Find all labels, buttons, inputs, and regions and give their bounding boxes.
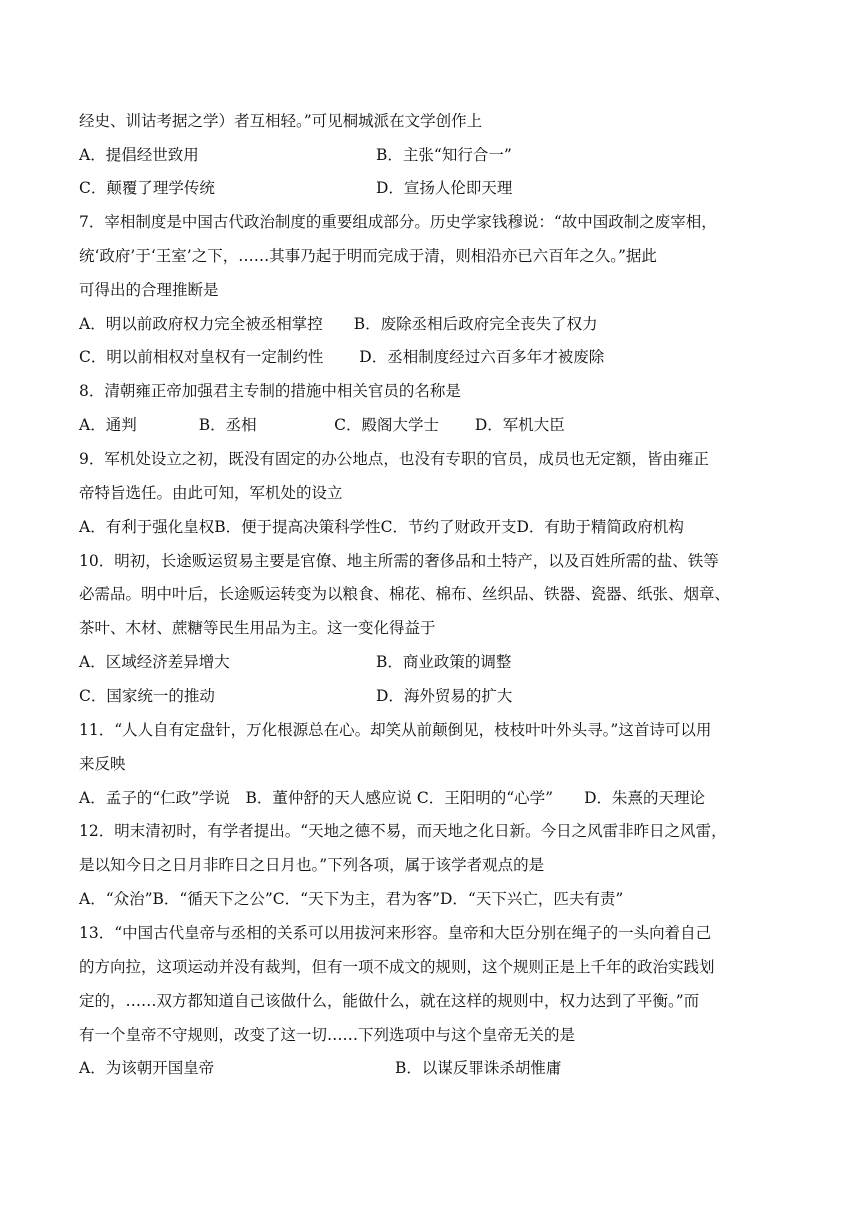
question-12: 12．明末清初时，有学者提出。“天地之德不易，而天地之化日新。今日之风雷非昨日之风雷，	[79, 822, 727, 840]
question-13: 13．“中国古代皇帝与丞相的关系可以用拔河来形容。皇帝和大臣分别在绳子的一头向着自己	[79, 924, 712, 942]
text-line: 经史、训诂考据之学）者互相轻。”可见桐城派在文学创作上	[79, 112, 483, 130]
text-line: 可得出的合理推断是	[79, 281, 219, 299]
option-row	[79, 652, 512, 672]
text-line: 定的，……双方都知道自己该做什么，能做什么，就在这样的规则中，权力达到了平衡。”而	[79, 992, 700, 1010]
option-row	[79, 686, 513, 706]
question-8: 8．清朝雍正帝加强君主专制的措施中相关官员的名称是	[79, 382, 461, 400]
text-line: 来反映	[79, 755, 126, 773]
text-line: 统‘政府’于‘王室’之下，……其事乃起于明而完成于清，则相沿亦已六百年之久。”据此	[79, 247, 657, 265]
option-right: B．主张“知行合一”	[376, 146, 512, 164]
option-right: B．商业政策的调整	[376, 653, 512, 671]
question-9: 9．军机处设立之初，既没有固定的办公地点，也没有专职的官员，成员也无定额，皆由雍正	[79, 450, 709, 468]
option-line: A．明以前政府权力完全被丞相掌控 B．废除丞相后政府完全丧失了权力	[79, 315, 598, 333]
option-left: C．颠覆了理学传统	[79, 179, 215, 197]
option-line: A．“众治”B．“循天下之公”C．“天下为主，君为客”D．“天下兴亡，匹夫有责”	[79, 890, 624, 908]
option-left: A．为该朝开国皇帝	[79, 1059, 215, 1077]
text-line: 必需品。明中叶后，长途贩运转变为以粮食、棉花、棉布、丝织品、铁器、瓷器、纸张、烟章、	[79, 585, 731, 603]
question-10: 10．明初，长途贩运贸易主要是官僚、地主所需的奢侈品和土特产，以及百姓所需的盐、铁等	[79, 552, 719, 570]
question-11: 11．“人人自有定盘针，万化根源总在心。却笑从前颠倒见，枝枝叶叶外头寻。”这首诗可以用	[79, 721, 712, 739]
option-line: A．通判 B．丞相 C．殿阁大学士 D．军机大臣	[79, 416, 565, 434]
text-line: 的方向拉，这项运动并没有裁判，但有一项不成文的规则，这个规则正是上千年的政治实践划	[79, 958, 715, 976]
option-right: D．宣扬人伦即天理	[376, 179, 513, 197]
question-7: 7．宰相制度是中国古代政治制度的重要组成部分。历史学家钱穆说：“故中国政制之废宰相，	[79, 213, 717, 231]
option-left: A．提倡经世致用	[79, 146, 199, 164]
text-line: 茶叶、木材、蔗糖等民生用品为主。这一变化得益于	[79, 619, 436, 637]
option-row	[79, 178, 513, 198]
option-line: A．孟子的“仁政”学说 B．董仲舒的天人感应说 C．王阳明的“心学” D．朱熹的天理论	[79, 789, 705, 807]
text-line: 是以知今日之日月非昨日之日月也。”下列各项，属于该学者观点的是	[79, 856, 545, 874]
text-line: 帝特旨选任。由此可知，军机处的设立	[79, 484, 343, 502]
option-right: D．海外贸易的扩大	[376, 687, 513, 705]
option-line: C．明以前相权对皇权有一定制约性 D．丞相制度经过六百多年才被废除	[79, 348, 605, 366]
option-left: A．区域经济差异增大	[79, 653, 230, 671]
option-left: C．国家统一的推动	[79, 687, 215, 705]
option-row	[79, 1058, 562, 1078]
text-line: 有一个皇帝不守规则，改变了这一切……下列选项中与这个皇帝无关的是	[79, 1026, 576, 1044]
option-line: A．有利于强化皇权B．便于提高决策科学性C．节约了财政开支D．有助于精简政府机构	[79, 518, 684, 536]
option-right: B．以谋反罪诛杀胡惟庸	[395, 1059, 562, 1077]
option-row	[79, 145, 512, 165]
